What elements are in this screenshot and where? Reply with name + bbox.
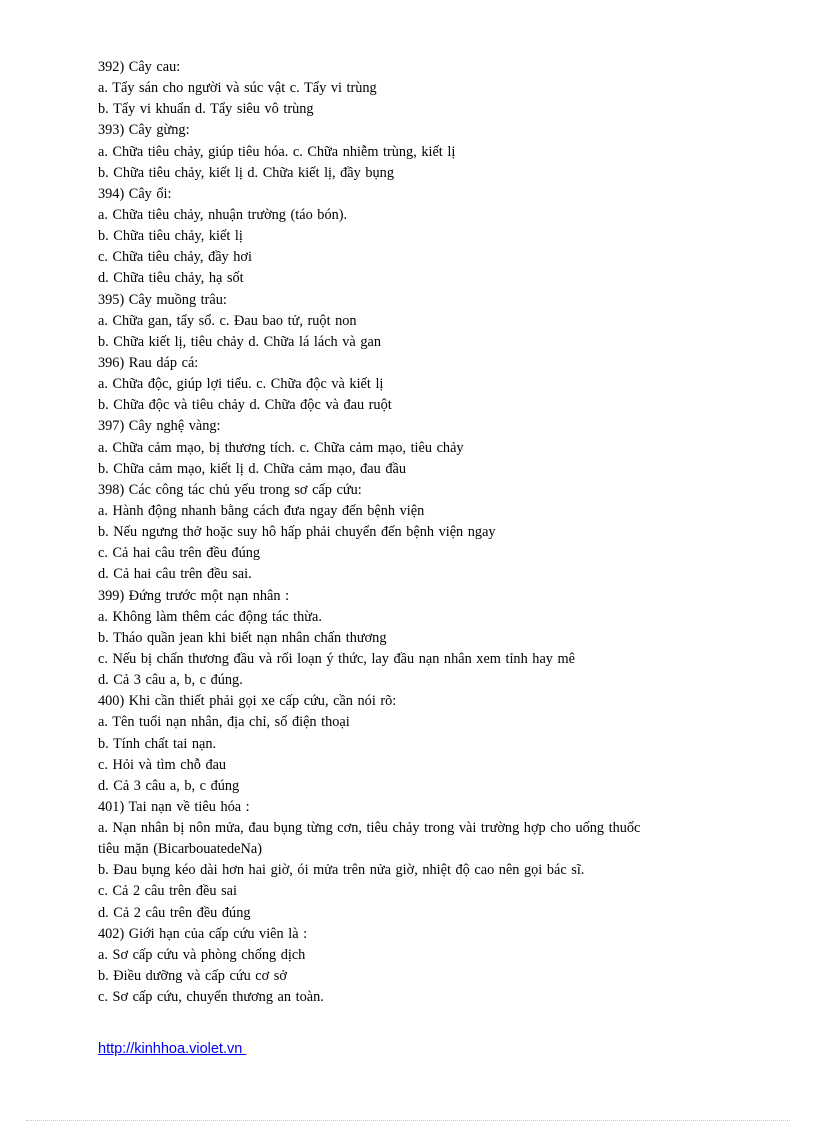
- question-401-option-c: c. Cả 2 câu trên đều sai: [98, 883, 237, 900]
- question-400-title: 400) Khi cần thiết phải gọi xe cấp cứu, cần nói rõ:: [98, 693, 397, 710]
- question-402-option-b: b. Điều dưỡng và cấp cứu cơ sở: [98, 968, 287, 985]
- question-397-option-line: a. Chữa cảm mạo, bị thương tích. c. Chữa cảm mạo, tiêu chảy: [98, 439, 464, 456]
- question-401-option-a: a. Nạn nhân bị nôn mửa, đau bụng từng cơn, tiêu chảy trong vài trường hợp cho uống thuốc: [98, 820, 641, 837]
- question-399-title: 399) Đứng trước một nạn nhân :: [98, 587, 290, 604]
- question-400-option-d: d. Cả 3 câu a, b, c đúng: [98, 777, 240, 794]
- question-393-title: 393) Cây gừng:: [98, 122, 190, 139]
- question-401-option-b: b. Đau bụng kéo dài hơn hai giờ, ói mửa trên nửa giờ, nhiệt độ cao nên gọi bác sĩ.: [98, 862, 585, 879]
- question-396-option-line: a. Chữa độc, giúp lợi tiểu. c. Chữa độc và kiết lị: [98, 376, 384, 393]
- question-398-title: 398) Các công tác chủ yếu trong sơ cấp cứu:: [98, 481, 362, 498]
- question-398-option-b: b. Nếu ngưng thở hoặc suy hô hấp phải chuyển đến bệnh viện ngay: [98, 524, 496, 541]
- question-400-option-c: c. Hỏi và tìm chỗ đau: [98, 756, 227, 773]
- question-402-title: 402) Giới hạn của cấp cứu viên là :: [98, 925, 308, 942]
- question-396-title: 396) Rau dáp cá:: [98, 354, 199, 371]
- question-401-option-a-continued: tiêu mặn (BicarbouatedeNa): [98, 841, 262, 858]
- question-401-title: 401) Tai nạn về tiêu hóa :: [98, 798, 250, 815]
- question-394-title: 394) Cây ổi:: [98, 185, 172, 202]
- question-393-option-line: a. Chữa tiêu chảy, giúp tiêu hóa. c. Chữa nhiễm trùng, kiết lị: [98, 143, 456, 160]
- page-bottom-divider: [26, 1120, 790, 1121]
- question-402-option-c: c. Sơ cấp cứu, chuyển thương an toàn.: [98, 989, 324, 1006]
- question-398-option-c: c. Cả hai câu trên đều đúng: [98, 545, 261, 562]
- question-394-option-d: d. Chữa tiêu chảy, hạ sốt: [98, 270, 244, 287]
- question-396-option-line: b. Chữa độc và tiêu chảy d. Chữa độc và đau ruột: [98, 397, 392, 414]
- question-397-option-line: b. Chữa cảm mạo, kiết lị d. Chữa cảm mạo, đau đầu: [98, 460, 406, 477]
- question-398-option-d: d. Cả hai câu trên đều sai.: [98, 566, 252, 583]
- question-395-title: 395) Cây muồng trâu:: [98, 291, 227, 308]
- question-392-title: 392) Cây cau:: [98, 59, 181, 75]
- question-399-option-c: c. Nếu bị chấn thương đầu và rối loạn ý thức, lay đầu nạn nhân xem tỉnh hay mê: [98, 650, 575, 667]
- question-394-option-b: b. Chữa tiêu chảy, kiết lị: [98, 228, 243, 245]
- question-394-option-c: c. Chữa tiêu chảy, đầy hơi: [98, 249, 252, 266]
- question-399-option-a: a. Không làm thêm các động tác thừa.: [98, 608, 322, 625]
- question-402-option-a: a. Sơ cấp cứu và phòng chống dịch: [98, 946, 306, 963]
- question-400-option-a: a. Tên tuổi nạn nhân, địa chỉ, số điện thoại: [98, 714, 350, 731]
- question-401-option-d: d. Cả 2 câu trên đều đúng: [98, 904, 251, 921]
- question-395-option-line: b. Chữa kiết lị, tiêu chảy d. Chữa lá lách và gan: [98, 333, 381, 350]
- question-399-option-b: b. Tháo quần jean khi biết nạn nhân chấn thương: [98, 629, 387, 646]
- question-392-option-line: b. Tẩy vi khuẩn d. Tẩy siêu vô trùng: [98, 101, 314, 118]
- question-395-option-line: a. Chữa gan, tẩy sổ. c. Đau bao tử, ruột non: [98, 312, 357, 329]
- question-392-option-line: a. Tẩy sán cho người và súc vật c. Tẩy vi trùng: [98, 80, 377, 97]
- question-397-title: 397) Cây nghệ vàng:: [98, 418, 221, 435]
- footer-website-link[interactable]: http://kinhhoa.violet.vn: [98, 1041, 247, 1057]
- document-body: [98, 57, 738, 1008]
- question-393-option-line: b. Chữa tiêu chảy, kiết lị d. Chữa kiết lị, đầy bụng: [98, 164, 394, 181]
- question-398-option-a: a. Hành động nhanh bằng cách đưa ngay đến bệnh viện: [98, 502, 425, 519]
- question-399-option-d: d. Cả 3 câu a, b, c đúng.: [98, 672, 243, 689]
- question-394-option-a: a. Chữa tiêu chảy, nhuận trường (táo bón).: [98, 206, 348, 223]
- question-400-option-b: b. Tính chất tai nạn.: [98, 735, 217, 752]
